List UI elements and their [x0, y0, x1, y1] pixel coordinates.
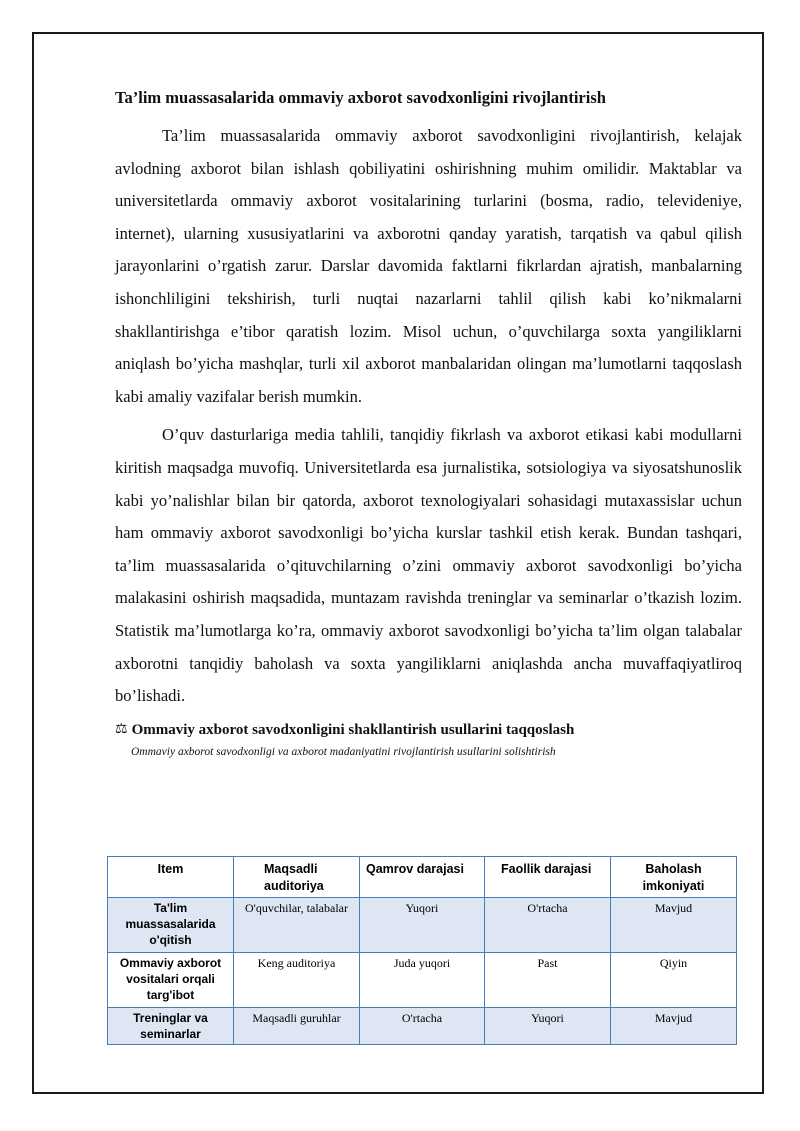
document-body — [115, 84, 742, 760]
table-cell: Mavjud — [611, 898, 737, 953]
section-heading: Ta’lim muassasalarida ommaviy axborot savodxonligini rivojlantirish — [115, 88, 606, 107]
row-label: Treninglar va seminarlar — [108, 1008, 234, 1045]
table-cell: Keng auditoriya — [234, 953, 360, 1008]
balance-scale-icon: ⚖ — [115, 721, 128, 737]
table-header-row — [108, 857, 737, 898]
table-cell: Qiyin — [611, 953, 737, 1008]
comparison-table — [107, 856, 737, 1045]
table-row — [108, 898, 737, 953]
figure-subtitle: Ommaviy axborot savodxonligi va axborot madaniyatini rivojlantirish usullarini solishtirish — [131, 745, 556, 758]
table-row — [108, 953, 737, 1008]
table-cell: O'rtacha — [485, 898, 611, 953]
paragraph-1: Ta’lim muassasalarida ommaviy axborot savodxonligini rivojlantirish, kelajak avlodning axborot bilan ishlash qobiliyatini oshirishning muhim omilidir. Maktablar va universitetlarda ommaviy axborot vositalarining turlarini (bosma, radio, televideniye, internet), ularning xususiyatlarini va axborotni qanday yaratish, tarqatish va qabul qilish jarayonlarini o’rgatish zarur. Darslar davomida faktlarni fikrlardan ajratish, manbalarning ishonchliligini tekshirish, turli nuqtai nazarlarni tahlil qilish kabi ko’nikmalarni shakllantirishga e’tibor qaratish lozim. Misol uchun, o’quvchilarga soxta yangiliklarni aniqlash bo’yicha mashqlar, turli xil axborot manbalaridan olingan ma’lumotlarni taqqoslash kabi amaliy vazifalar berish mumkin. — [115, 126, 742, 406]
table-cell: Yuqori — [485, 1008, 611, 1045]
table-cell: Mavjud — [611, 1008, 737, 1045]
table-cell: Juda yuqori — [360, 953, 485, 1008]
row-label: Ommaviy axborot vositalari orqali targ'ibot — [108, 953, 234, 1008]
table-cell: Yuqori — [360, 898, 485, 953]
header-assessment-possibility: Baholash imkoniyati — [611, 857, 737, 898]
header-target-audience: Maqsadli auditoriya — [234, 857, 360, 898]
table-cell: Past — [485, 953, 611, 1008]
row-label: Ta'lim muassasalarida o'qitish — [108, 898, 234, 953]
paragraph-2: O’quv dasturlariga media tahlili, tanqidiy fikrlash va axborot etikasi kabi modullarni kiritish maqsadga muvofiq. Universitetlarda esa jurnalistika, sotsiologiya va siyosatshunoslik kabi yo’nalishlar bilan bir qatorda, axborot texnologiyalari sohasidagi mutaxassislar uchun ham ommaviy axborot savodxonligi bo’yicha kurslar tashkil etish kerak. Bundan tashqari, ta’lim muassasalarida o’qituvchilarning o’zini ommaviy axborot savodxonligi bo’yicha malakasini oshirish maqsadida, muntazam ravishda treninglar va seminarlar o’tkazish lozim. Statistik ma’lumotlarga ko’ra, ommaviy axborot savodxonligi bo’yicha ta’lim olgan talabalar axborotni tanqidiy baholash va soxta yangiliklarni aniqlashda ancha muvaffaqiyatliroq bo’lishadi. — [115, 425, 742, 706]
figure-title-text: Ommaviy axborot savodxonligini shakllantirish usullarini taqqoslash — [131, 721, 575, 738]
header-activity-level: Faollik darajasi — [485, 857, 611, 898]
table-row — [108, 1008, 737, 1045]
header-item: Item — [108, 857, 234, 898]
table-cell: Maqsadli guruhlar — [234, 1008, 360, 1045]
header-coverage-level: Qamrov darajasi — [360, 857, 485, 898]
table-cell: O'rtacha — [360, 1008, 485, 1045]
table-cell: O'quvchilar, talabalar — [234, 898, 360, 953]
figure-title — [115, 719, 742, 741]
